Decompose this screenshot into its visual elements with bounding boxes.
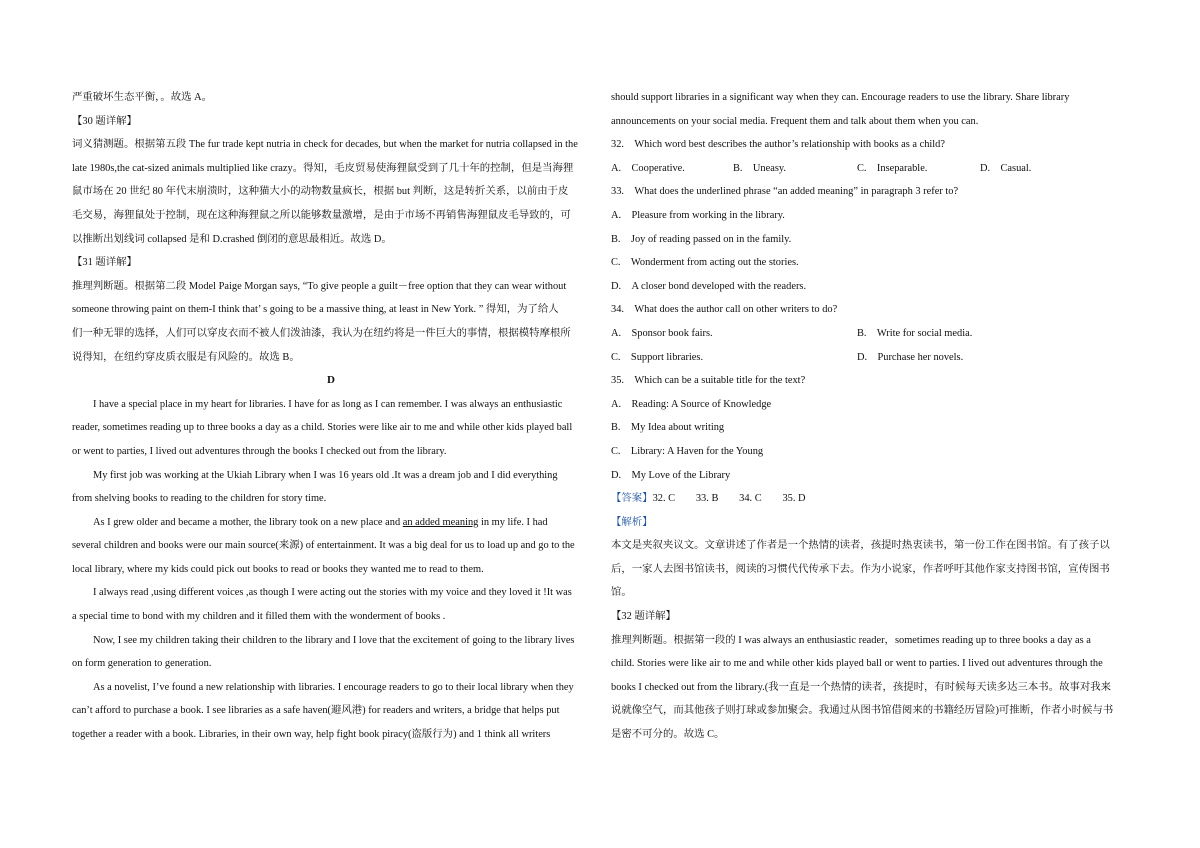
q31-heading: 【31 题详解】: [72, 257, 137, 269]
q35-option-b: B. My Idea about writing: [611, 422, 725, 434]
text-line: I always read ,using different voices ,as though I were acting out the stories with my voice and they loved it !It was: [93, 587, 572, 599]
text-line: 是密不可分的。故选 C。: [611, 729, 725, 741]
q34-options-row1: [611, 322, 1129, 346]
question-32: 32. Which word best describes the author’s relationship with books as a child?: [611, 139, 945, 151]
q33-option-b: B. Joy of reading passed on in the family.: [611, 233, 792, 245]
text-line: Now, I see my children taking their children to the library and I love that the excitement of going to the library lives: [93, 634, 575, 646]
q35-option-a: A. Reading: A Source of Knowledge: [611, 398, 772, 410]
text-line: My first job was working at the Ukiah Library when I was 16 years old .It was a dream job and I did everything: [93, 469, 558, 481]
q32-options: [611, 157, 1129, 181]
q35-option-c: C. Library: A Haven for the Young: [611, 445, 764, 457]
q33-option-c: C. Wonderment from acting out the stories.: [611, 257, 799, 269]
text-line: or went to parties, I lived out adventures through the books I checked out from the library.: [72, 445, 447, 457]
q32-option-d: D. Casual.: [980, 162, 1032, 174]
text-line: I have a special place in my heart for libraries. I have for as long as I can remember. I was always an enthusiastic: [93, 398, 563, 410]
text-line: together a reader with a book. Libraries, in their own way, help fight book piracy(盗版行为) and 1 think all writers: [72, 729, 551, 741]
q33-option-d: D. A closer bond developed with the readers.: [611, 280, 807, 292]
text-line: 说就像空气，而其他孩子则打球或参加聚会。我通过从图书馆借阅来的书籍经历冒险)可推断，作者小时候与书: [611, 705, 1114, 717]
text-line: several children and books were our main source(来源) of entertainment. It was a big deal for us to load up and go to the: [72, 540, 575, 552]
analysis-label: 【解析】: [611, 516, 653, 528]
answer-line: [611, 487, 1129, 511]
text-line: should support libraries in a significant way when they can. Encourage readers to use the library. Share library: [611, 92, 1070, 103]
text-line: books I checked out from the library.(我一直是一个热情的读者，孩提时，有时候每天读多达三本书。故事对我来: [611, 681, 1112, 693]
underlined-phrase: an added meaning: [402, 516, 479, 528]
text-line: 毛交易，海狸鼠处于控制，现在这种海狸鼠之所以能够数量激增，是由于市场不再销售海狸鼠皮毛导致的，可: [72, 209, 571, 221]
q34-option-c: C. Support libraries.: [611, 351, 704, 363]
answer-label: 【答案】: [611, 493, 653, 505]
text-line: child. Stories were like air to me and while other kids played ball or went to parties. I lived out adventures through the: [611, 658, 1103, 670]
question-34: 34. What does the author call on other writers to do?: [611, 304, 838, 316]
q30-heading: 【30 题详解】: [72, 115, 137, 127]
q33-option-a: A. Pleasure from working in the library.: [611, 209, 785, 221]
text-line: 鼠市场在 20 世纪 80 年代末崩溃时，这种猫大小的动物数量疯长，根据 but 判断，这是转折关系，以前由于皮: [72, 186, 569, 198]
q34-option-b: B. Write for social media.: [857, 327, 973, 339]
text-line: 以推断出划线词 collapsed 是和 D.crashed 倒闭的意思最相近。故选 D。: [72, 233, 392, 245]
text-line: from shelving books to reading to the children for story time.: [72, 493, 327, 505]
question-35: 35. Which can be a suitable title for the text?: [611, 375, 806, 387]
text-line: As a novelist, I’ve found a new relationship with libraries. I encourage readers to go to their local library when they: [93, 681, 574, 693]
text-line: 说得知，在纽约穿皮质衣服是有风险的。故选 B。: [72, 351, 300, 363]
text-line: 们一种无罪的选择，人们可以穿皮衣而不被人们泼油漆，我认为在纽约将是一件巨大的事情，根据模特摩根所: [72, 327, 571, 339]
text-line: 馆。: [611, 587, 632, 599]
q32-option-b: B. Uneasy.: [733, 162, 787, 174]
q32-option-c: C. Inseparable.: [857, 162, 928, 174]
right-column: [611, 86, 1129, 747]
text-line: can’t afford to purchase a book. I see libraries as a safe haven(避风港) for readers and writers, a bridge that helps put: [72, 705, 560, 717]
answer-text: 32. C 33. B 34. C 35. D: [652, 493, 806, 505]
question-33: 33. What does the underlined phrase “an added meaning” in paragraph 3 refer to?: [611, 186, 959, 198]
section-d-heading: D: [327, 374, 335, 387]
text-line: 推理判断题。根据第二段 Model Paige Morgan says, “To give people a guilt－free option that they can wear without: [72, 280, 567, 292]
text-line: 词义猜测题。根据第五段 The fur trade kept nutria in check for decades, but when the market for nutria collapsed in the: [72, 139, 578, 151]
text-line: on form generation to generation.: [72, 658, 212, 670]
text-line: a special time to bond with my children and it filled them with the wonderment of books .: [72, 611, 446, 623]
text-span: in my life. I had: [478, 516, 548, 528]
text-line: 推理判断题。根据第一段的 I was always an enthusiastic reader，sometimes reading up to three books a day as a: [611, 634, 1091, 646]
text-line: local library, where my kids could pick out books to read or books they wanted me to read to them.: [72, 563, 484, 575]
text-line: reader, sometimes reading up to three books a day as a child. Stories were like air to me and while other kids played ball: [72, 422, 573, 434]
q32-detail-heading: 【32 题详解】: [611, 611, 676, 623]
q34-option-a: A. Sponsor book fairs.: [611, 327, 713, 339]
text-line: 后，一家人去图书馆读书，阅读的习惯代代传承下去。作为小说家，作者呼吁其他作家支持图书馆，宣传图书: [611, 563, 1110, 575]
text-line: 严重破坏生态平衡，。故选 A。: [72, 92, 212, 103]
text-line: [72, 511, 590, 535]
q34-options-row2: [611, 346, 1129, 370]
q32-option-a: A. Cooperative.: [611, 162, 685, 174]
text-line: someone throwing paint on them-I think that’ s going to be a massive thing, at least in New York. ” 得知，为了给人: [72, 304, 559, 316]
text-line: 本文是夹叙夹议文。文章讲述了作者是一个热情的读者，孩提时热衷读书，第一份工作在图书馆。有了孩子以: [611, 540, 1110, 552]
q35-option-d: D. My Love of the Library: [611, 469, 731, 481]
left-column: [72, 86, 590, 747]
q34-option-d: D. Purchase her novels.: [857, 351, 964, 363]
text-line: late 1980s,the cat-sized animals multiplied like crazy。得知，毛皮贸易使海狸鼠受到了几十年的控制，但是当海狸: [72, 162, 574, 174]
text-line: announcements on your social media. Frequent them and talk about them when you can.: [611, 115, 979, 127]
text-span: As I grew older and became a mother, the library took on a new place and: [93, 516, 403, 528]
